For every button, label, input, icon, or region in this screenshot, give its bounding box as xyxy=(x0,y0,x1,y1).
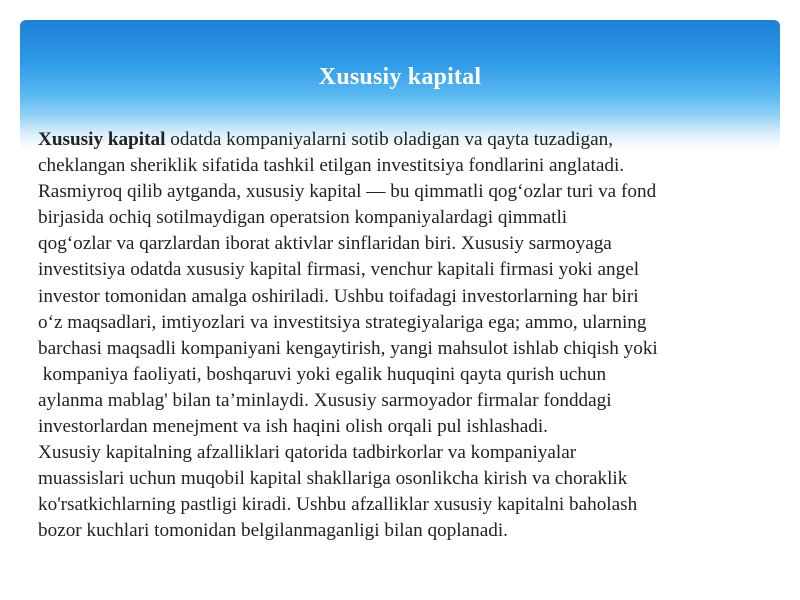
text-line: odatda kompaniyalarni sotib oladigan va qayta tuzadigan, xyxy=(165,129,614,150)
text-line: Rasmiyroq qilib aytganda, xususiy kapital — bu qimmatli qog‘ozlar turi va fond xyxy=(38,181,657,203)
paragraph-2 xyxy=(38,440,768,544)
text-line: muassislari uchun muqobil kapital shakllariga osonlikcha kirish va choraklik xyxy=(38,468,628,490)
text-line: ko'rsatkichlarning pastligi kiradi. Ushbu afzalliklar xususiy kapitalni baholash xyxy=(38,494,638,516)
text-line: birjasida ochiq sotilmaydigan operatsion kompaniyalardagi qimmatli xyxy=(38,207,568,229)
text-line: bozor kuchlari tomonidan belgilanmaganligi bilan qoplanadi. xyxy=(38,520,508,542)
lead-term: Xususiy kapital xyxy=(38,129,166,150)
text-line: investor tomonidan amalga oshiriladi. Ushbu toifadagi investorlarning har biri xyxy=(38,285,639,307)
text-line: barchasi maqsadli kompaniyani kengaytirish, yangi mahsulot ishlab chiqish yoki xyxy=(38,337,658,359)
text-line: aylanma mablag' bilan ta’minlaydi. Xususiy sarmoyador firmalar fonddagi xyxy=(38,389,612,411)
text-line: kompaniya faoliyati, boshqaruvi yoki egalik huquqini qayta qurish uchun xyxy=(38,363,607,385)
slide-title: Xususiy kapital xyxy=(318,64,482,90)
text-line: cheklangan sheriklik sifatida tashkil etilgan investitsiya fondlarini anglatadi. xyxy=(38,155,625,177)
text-line: o‘z maqsadlari, imtiyozlari va investitsiya strategiyalariga ega; ammo, ularning xyxy=(38,311,647,333)
paragraph-1 xyxy=(38,127,768,440)
text-line: qog‘ozlar va qarzlardan iborat aktivlar sinflaridan biri. Xususiy sarmoyaga xyxy=(38,233,612,255)
text-line: Xususiy kapitalning afzalliklari qatorida tadbirkorlar va kompaniyalar xyxy=(38,442,577,464)
text-line: investitsiya odatda xususiy kapital firmasi, venchur kapitali firmasi yoki angel xyxy=(38,259,640,281)
slide-body xyxy=(38,127,768,545)
text-line: investorlardan menejment va ish haqini olish orqali pul ishlashadi. xyxy=(38,416,548,438)
